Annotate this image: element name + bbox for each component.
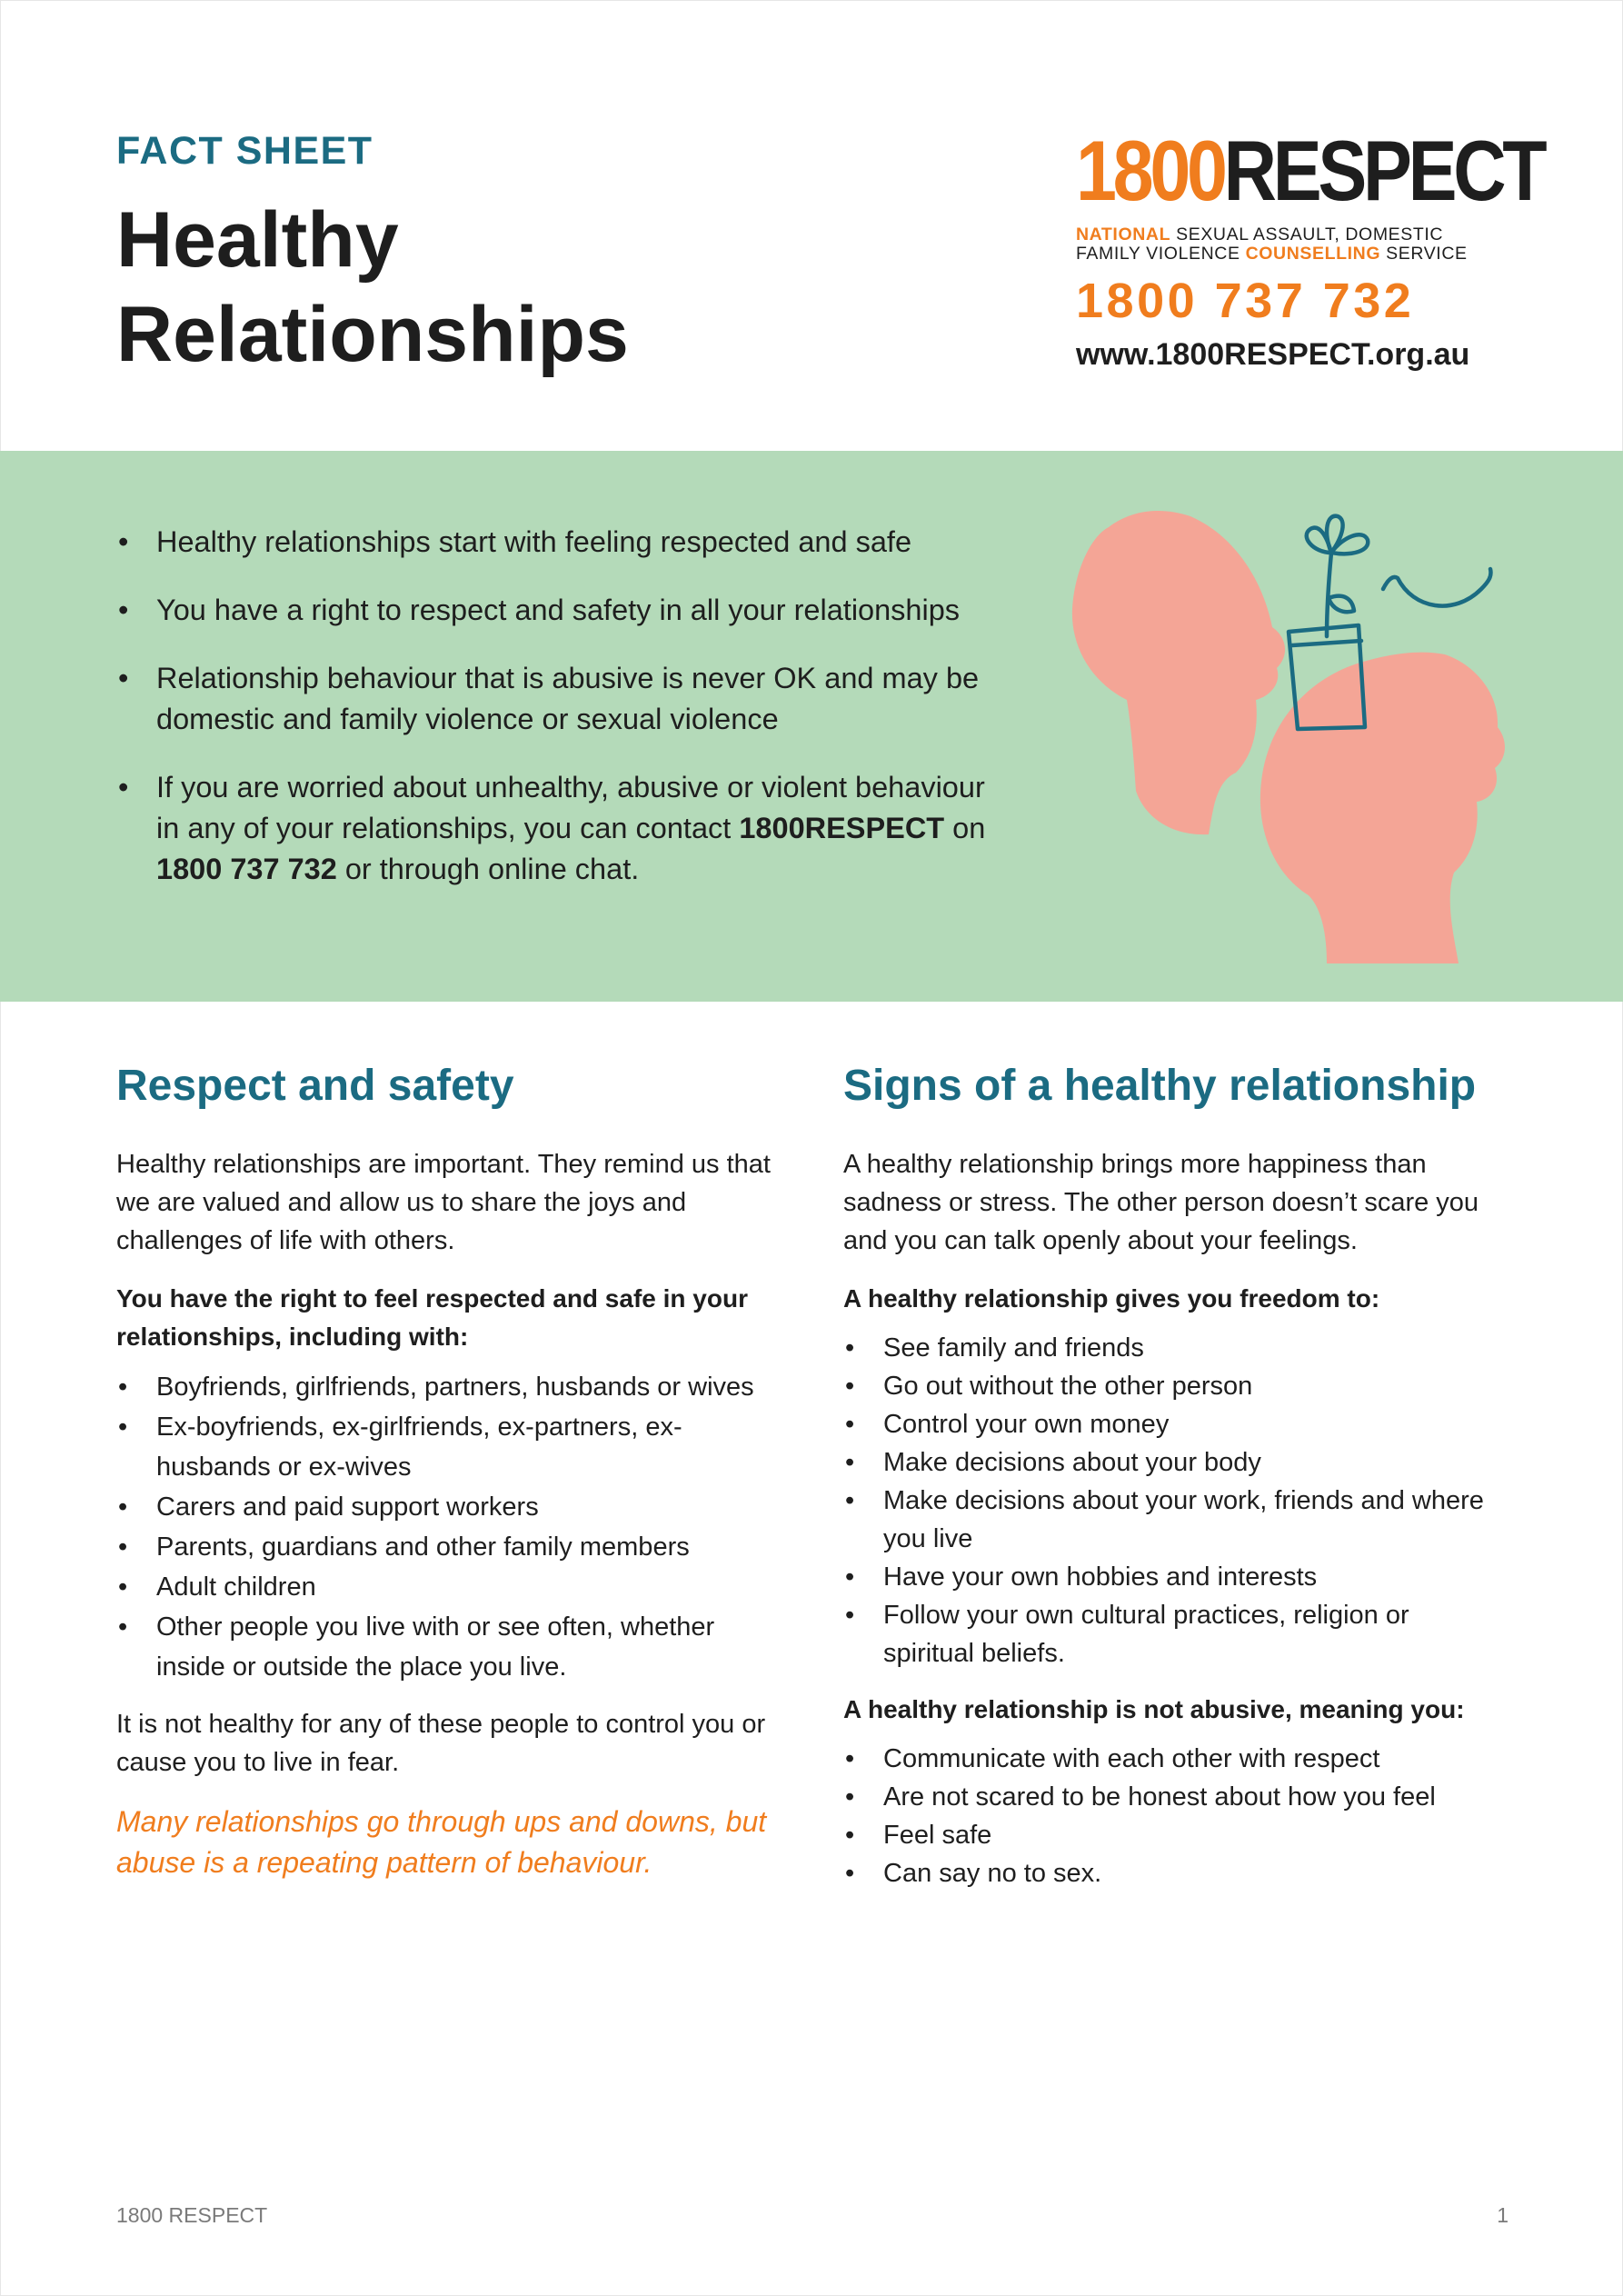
website-url: www.1800RESPECT.org.au xyxy=(1076,337,1470,372)
hotline-phone: 1800 737 732 xyxy=(1076,274,1415,328)
not-abusive-list xyxy=(843,1740,1507,1892)
page-number: 1 xyxy=(1497,2203,1508,2227)
footer-org-name: 1800 RESPECT xyxy=(116,2203,268,2227)
list-item: • Make decisions about your work, friends and where you live xyxy=(843,1482,1507,1558)
smile-icon xyxy=(1383,569,1491,606)
freedom-heading: A healthy relationship gives you freedom to: xyxy=(843,1284,1380,1313)
right-head-shape xyxy=(1260,653,1505,963)
brand-logo-block xyxy=(1076,123,1544,373)
respect-safety-intro: Healthy relationships are important. They remind us that we are valued and allow us to share the joys and challenges of life with others. xyxy=(116,1150,771,1255)
respect-safety-heading: Respect and safety xyxy=(116,1062,514,1110)
freedom-list xyxy=(843,1329,1507,1672)
contact-text: or through online chat. xyxy=(336,853,640,885)
list-item: • Carers and paid support workers xyxy=(116,1487,780,1527)
not-abusive-heading: A healthy relationship is not abusive, meaning you: xyxy=(843,1695,1465,1723)
key-point: • Healthy relationships start with feeling respected and safe xyxy=(116,522,1016,563)
list-item: • Go out without the other person xyxy=(843,1367,1507,1405)
list-item: • Parents, guardians and other family members xyxy=(116,1527,780,1567)
list-item: • Ex-boyfriends, ex-girlfriends, ex-partners, ex-husbands or ex-wives xyxy=(116,1407,780,1487)
contact-service-name: 1800RESPECT xyxy=(739,812,945,844)
healthy-signs-intro: A healthy relationship brings more happiness than sadness or stress. The other person doesn’t scare you and you can talk openly about your feelings. xyxy=(843,1150,1479,1255)
tagline-part: SERVICE xyxy=(1380,244,1468,264)
key-point: • Relationship behaviour that is abusive is never OK and may be domestic and family violence or sexual violence xyxy=(116,658,1016,740)
rights-heading: You have the right to feel respected and safe in your relationships, including with: xyxy=(116,1284,748,1351)
key-point-contact xyxy=(116,767,1016,890)
list-item: • See family and friends xyxy=(843,1329,1507,1367)
tagline-national: NATIONAL xyxy=(1076,225,1171,245)
respect-safety-column xyxy=(116,1058,780,1883)
key-point: • You have a right to respect and safety in all your relationships xyxy=(116,590,1016,631)
list-item: • Make decisions about your body xyxy=(843,1443,1507,1482)
pull-quote: Many relationships go through ups and downs, but abuse is a repeating pattern of behaviour. xyxy=(116,1805,767,1879)
list-item: • Adult children xyxy=(116,1567,780,1607)
list-item: • Are not scared to be honest about how you feel xyxy=(843,1778,1507,1816)
list-item: • Have your own hobbies and interests xyxy=(843,1558,1507,1596)
tagline-part: FAMILY VIOLENCE xyxy=(1076,244,1246,264)
list-item: • Boyfriends, girlfriends, partners, husbands or wives xyxy=(116,1367,780,1407)
key-points-list xyxy=(116,522,1016,917)
list-item: • Control your own money xyxy=(843,1405,1507,1443)
page-title: Healthy Relationships xyxy=(116,196,629,378)
two-heads-illustration xyxy=(1054,509,1527,963)
list-item: • Other people you live with or see often, whether inside or outside the place you live. xyxy=(116,1607,780,1687)
list-item: • Follow your own cultural practices, religion or spiritual beliefs. xyxy=(843,1596,1507,1672)
wordmark-number: 1800 xyxy=(1076,123,1224,218)
healthy-signs-column xyxy=(843,1058,1507,1911)
brand-tagline xyxy=(1076,225,1512,264)
rights-list xyxy=(116,1367,780,1687)
tagline-part: SEXUAL ASSAULT, DOMESTIC xyxy=(1170,225,1444,245)
contact-text: If you are worried about unhealthy, abusive or violent behaviour in any of your relationships, you can contact xyxy=(156,771,985,844)
fact-sheet-label: FACT SHEET xyxy=(116,129,373,173)
control-statement: It is not healthy for any of these people to control you or cause you to live in fear. xyxy=(116,1710,766,1777)
tagline-counselling: COUNSELLING xyxy=(1245,244,1381,264)
list-item: • Communicate with each other with respect xyxy=(843,1740,1507,1778)
left-head-shape xyxy=(1072,511,1285,834)
healthy-signs-heading: Signs of a healthy relationship xyxy=(843,1062,1477,1110)
contact-phone: 1800 737 732 xyxy=(156,853,337,885)
brand-wordmark xyxy=(1076,123,1544,218)
wordmark-respect: RESPECT xyxy=(1223,123,1544,218)
list-item: • Can say no to sex. xyxy=(843,1854,1507,1892)
list-item: • Feel safe xyxy=(843,1816,1507,1854)
contact-text: on xyxy=(944,812,986,844)
